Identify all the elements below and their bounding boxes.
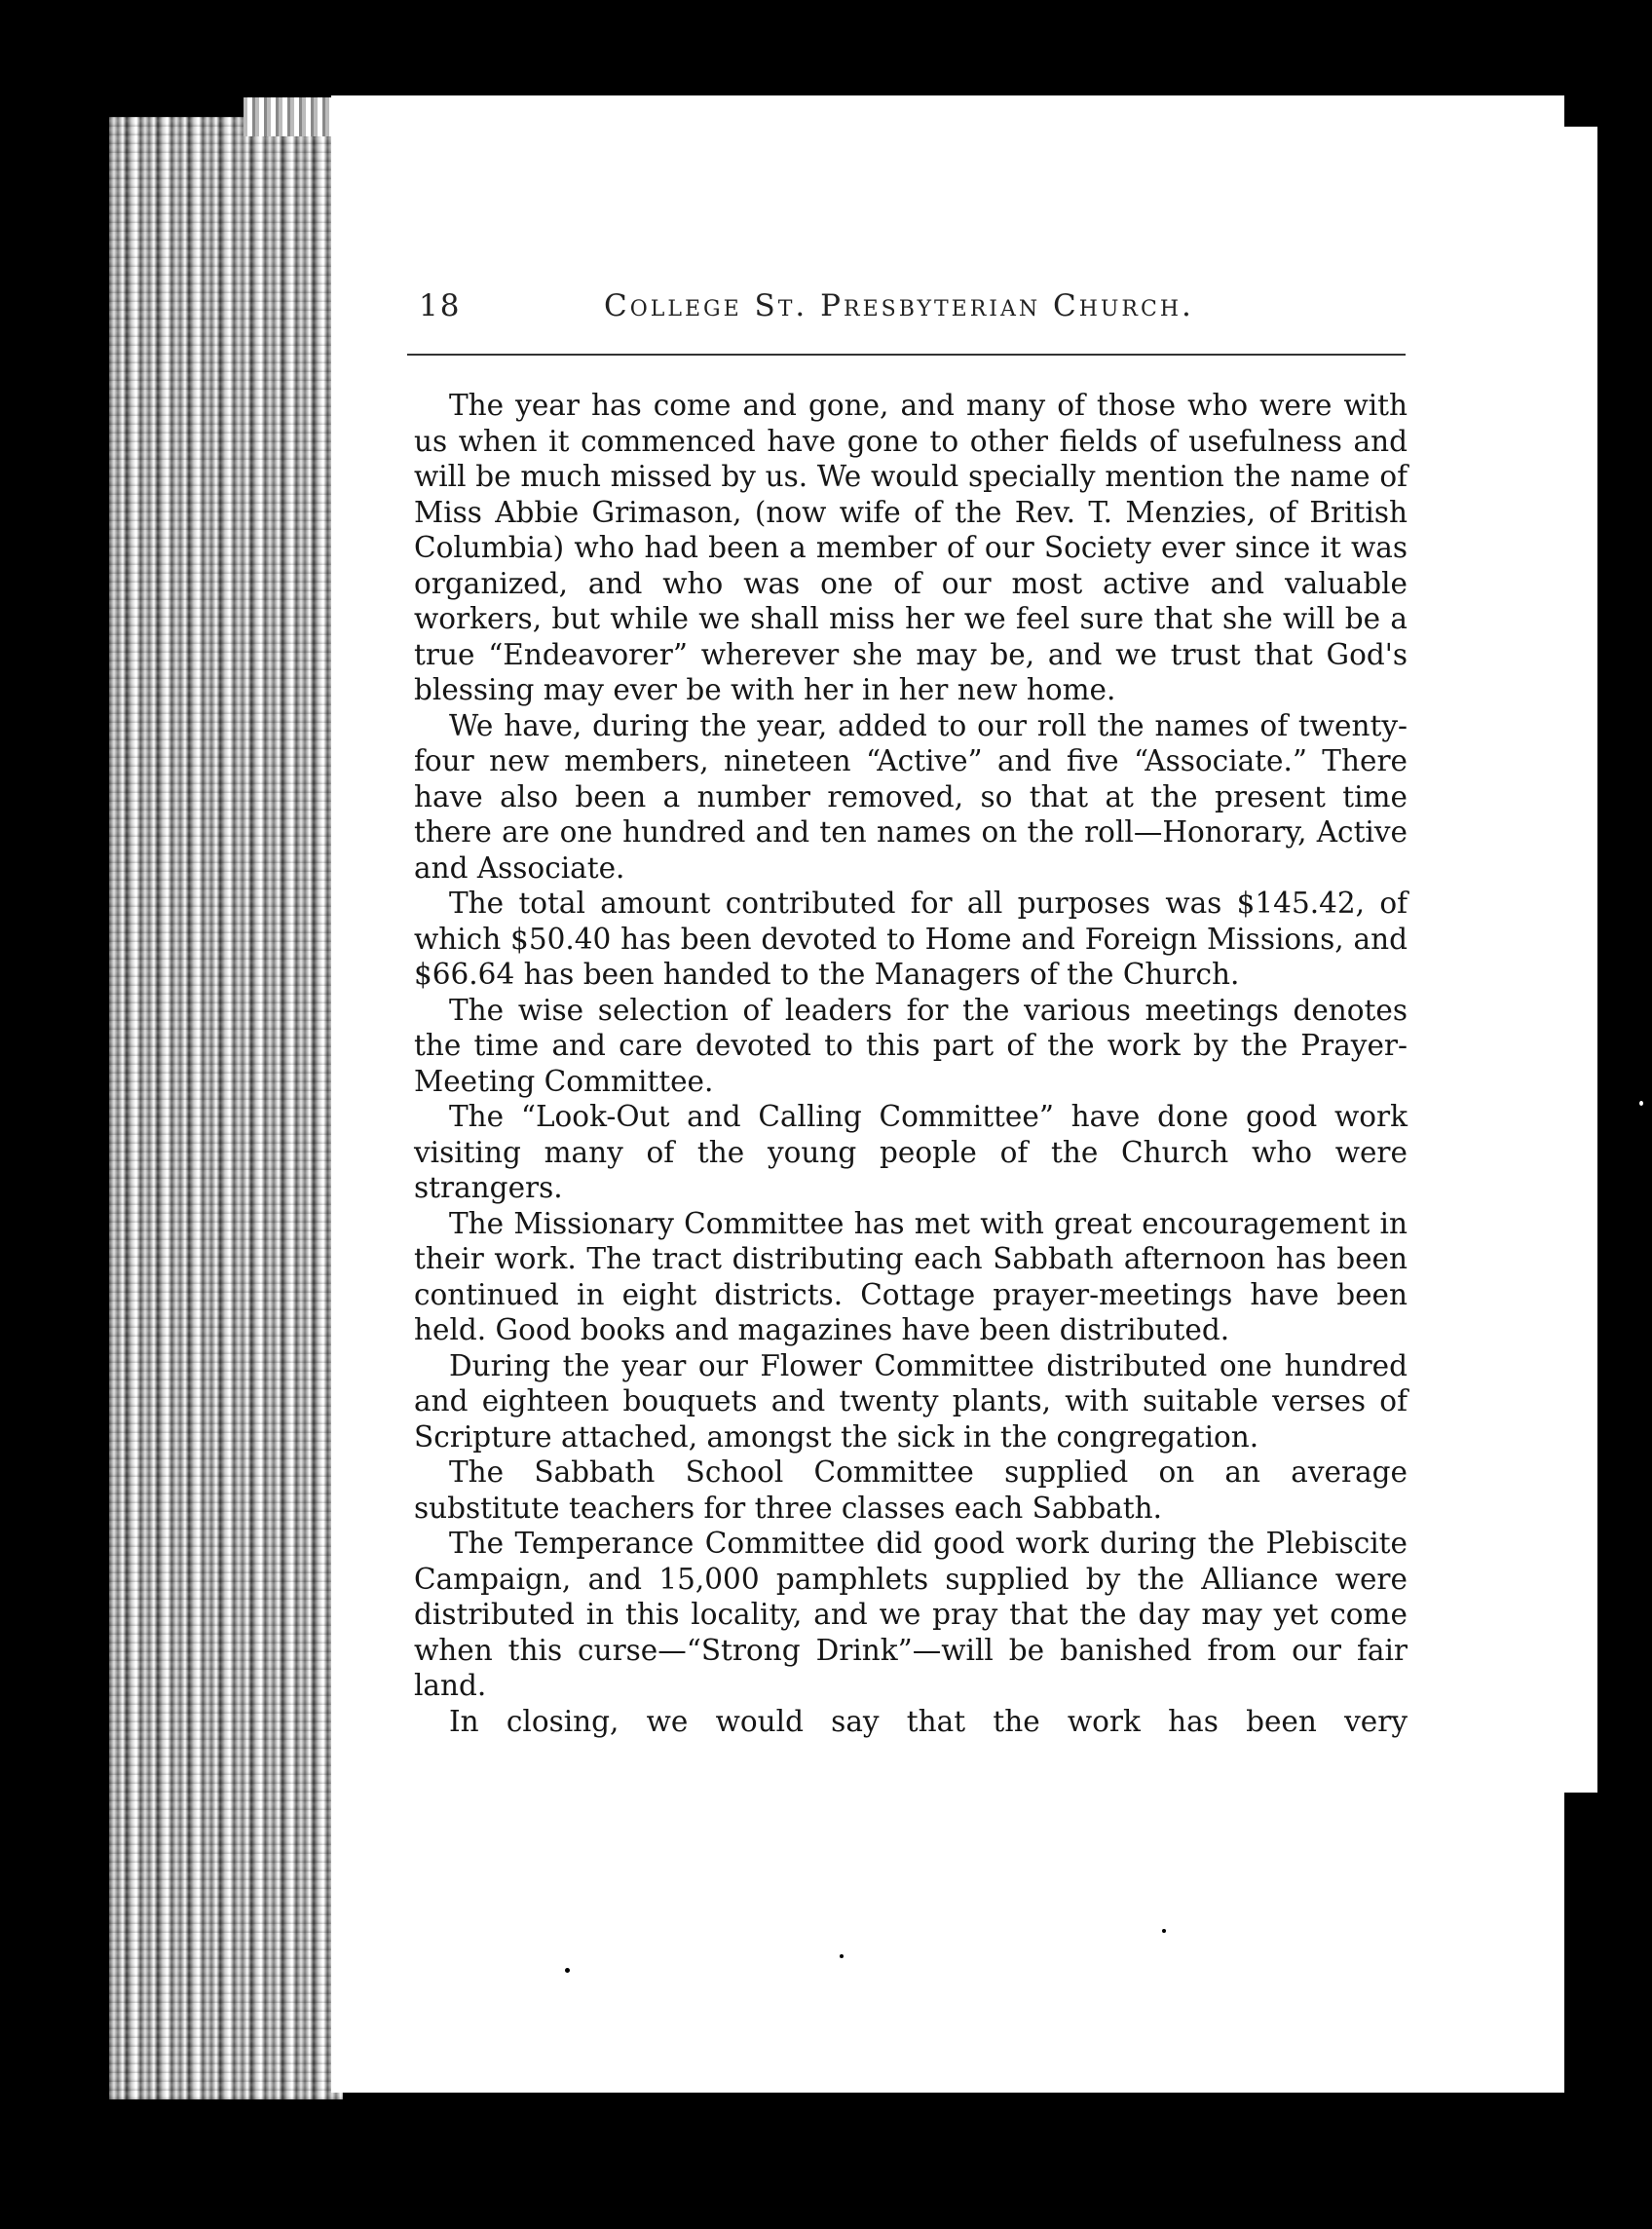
running-head: College St. Presbyterian Church.: [604, 288, 1194, 323]
page-number: 18: [419, 288, 462, 323]
paragraph-closing: In closing, we would say that the work has been very: [449, 1704, 1408, 1738]
paragraph-sabbath-school-committee: The Sabbath School Committee supplied on an average substitute teachers for three classes each Sabbath.: [414, 1455, 1408, 1525]
book-page: [331, 95, 1564, 2093]
scan-speck: [840, 1954, 844, 1958]
paragraph-look-out-committee: The “Look-Out and Calling Committee” have done good work visiting many of the young people of the Church who were strangers.: [414, 1100, 1408, 1204]
body-text: [414, 388, 1408, 1739]
scan-speck: [565, 1968, 570, 1973]
page-edges: [109, 117, 343, 2099]
paragraph-missionary-committee: The Missionary Committee has met with great encouragement in their work. The tract distributing each Sabbath afternoon has been continued in eight districts. Cottage prayer-meetings have been held. Good books and magazines have been distributed.: [414, 1206, 1408, 1346]
facing-page-edge: [1564, 127, 1597, 1793]
paragraph-contributions: The total amount contributed for all purposes was $145.42, of which $50.40 has been devoted to Home and Foreign Missions, and $66.64 has been handed to the Managers of the Church.: [414, 887, 1408, 991]
paragraph-departures: The year has come and gone, and many of those who were with us when it commenced have gone to other fields of usefulness and will be much missed by us. We would specially mention the name of Miss Abbie Grimason, (now wife of the Rev. T. Menzies, of British Columbia) who had been a member of our Society ever since it was organized, and who was one of our most active and valuable workers, but while we shall miss her we feel sure that she will be a true “Endeavorer” wherever she may be, and we trust that God's blessing may ever be with her in her new home.: [414, 389, 1408, 706]
header-rule: [407, 354, 1406, 356]
paragraph-prayer-meeting: The wise selection of leaders for the various meetings denotes the time and care devoted to this part of the work by the Prayer-Meeting Committee.: [414, 993, 1408, 1098]
page-header: [331, 288, 1564, 339]
paragraph-membership: We have, during the year, added to our roll the names of twenty-four new members, nineteen “Active” and five “Associate.” There have also been a number removed, so that at the present time there are one hundred and ten names on the roll—Honorary, Active and Associate.: [414, 708, 1408, 885]
scan-speck: [1162, 1929, 1166, 1933]
paragraph-flower-committee: During the year our Flower Committee distributed one hundred and eighteen bouquets and twenty plants, with suitable verses of Scripture attached, amongst the sick in the congregation.: [414, 1348, 1408, 1454]
scan-speck: [1639, 1101, 1643, 1106]
paragraph-temperance-committee: The Temperance Committee did good work during the Plebiscite Campaign, and 15,000 pamphlets supplied by the Alliance were distributed in this locality, and we pray that the day may yet come when this curse—“Strong Drink”—will be banished from our fair land.: [414, 1527, 1408, 1702]
